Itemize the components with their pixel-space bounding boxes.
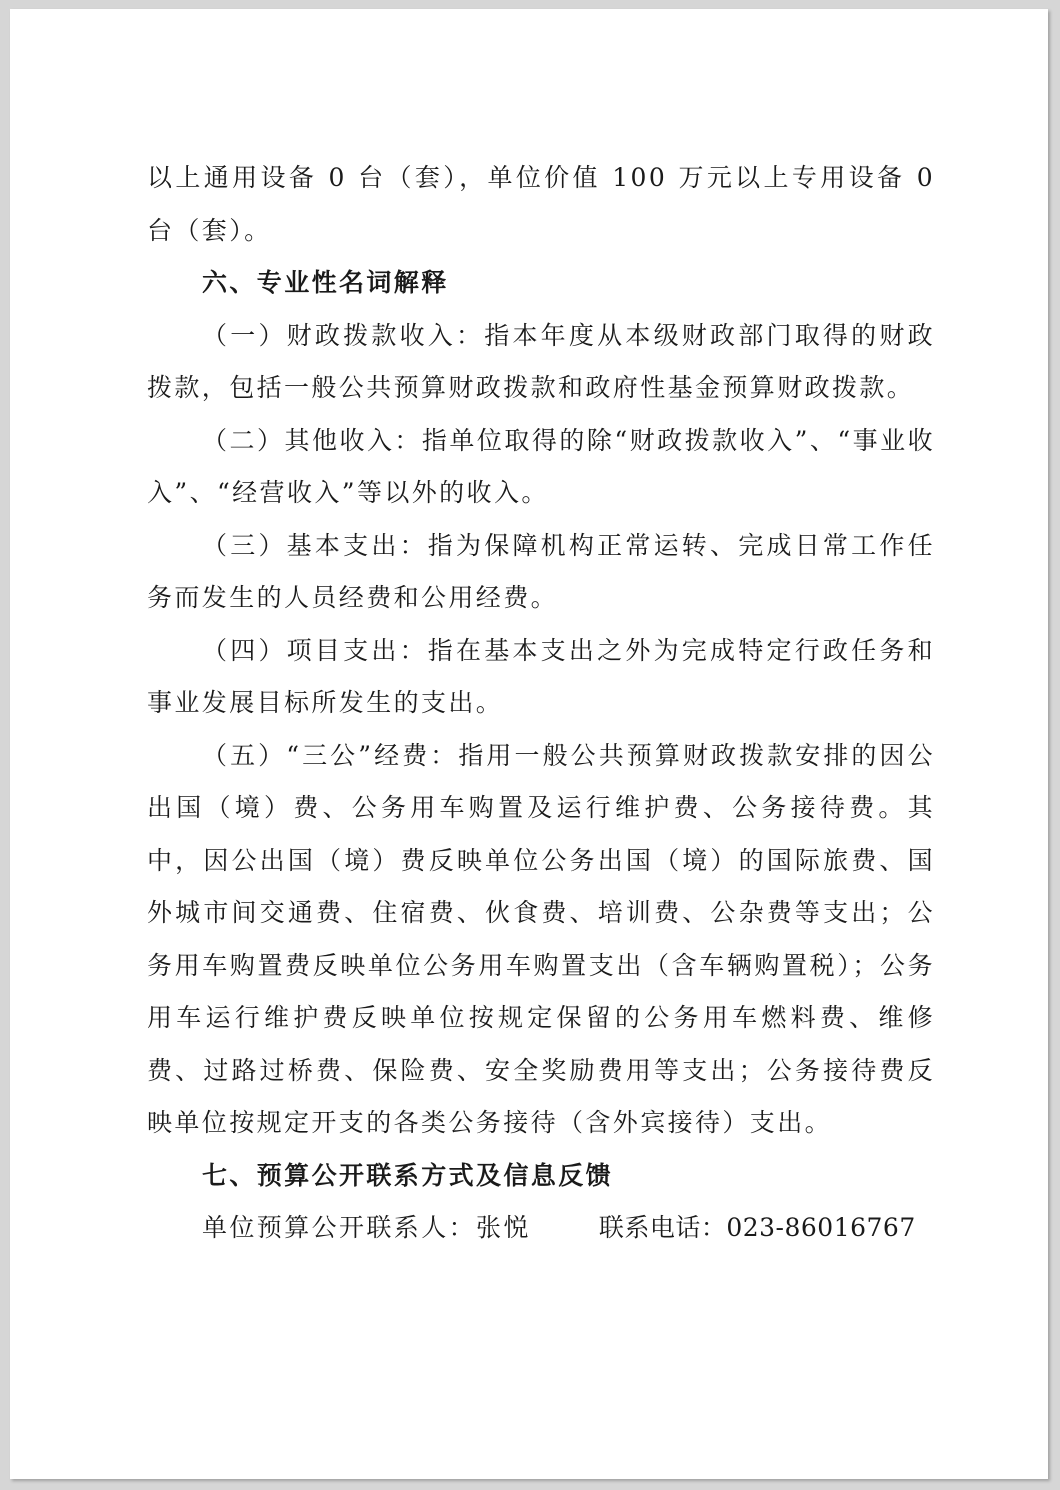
contact-phone: 联系电话：023-86016767 xyxy=(598,1213,916,1242)
definition-project-expenditure: （四）项目支出：指在基本支出之外为完成特定行政任务和事业发展目标所发生的支出。 xyxy=(147,635,935,717)
paragraph-equipment: 以上通用设备 0 台（套），单位价值 100 万元以上专用设备 0 台（套）。 xyxy=(147,163,935,245)
definition-other-income: （二）其他收入：指单位取得的除“财政拨款收入”、“事业收入”、“经营收入”等以外的收入。 xyxy=(147,425,935,507)
section-heading-6: 六、专业性名词解释 xyxy=(202,268,449,297)
definition-basic-expenditure: （三）基本支出：指为保障机构正常运转、完成日常工作任务而发生的人员经费和公用经费。 xyxy=(147,530,935,612)
contact-person: 单位预算公开联系人：张悦 xyxy=(202,1213,531,1242)
section-heading-7: 七、预算公开联系方式及信息反馈 xyxy=(202,1160,614,1190)
definition-fiscal-appropriation: （一）财政拨款收入：指本年度从本级财政部门取得的财政拨款，包括一般公共预算财政拨款和政府性基金预算财政拨款。 xyxy=(147,320,935,402)
document-page xyxy=(10,9,1048,1479)
definition-three-public-expenses: （五）“三公”经费：指用一般公共预算财政拨款安排的因公出国（境）费、公务用车购置及运行维护费、公务接待费。其中，因公出国（境）费反映单位公务出国（境）的国际旅费、国外城市间交通费、住宿费、伙食费、培训费、公杂费等支出；公务用车购置费反映单位公务用车购置支出（含车辆购置税）；公务用车运行维护费反映单位按规定保留的公务用车燃料费、维修费、过路过桥费、保险费、安全奖励费用等支出；公务接待费反映单位按规定开支的各类公务接待（含外宾接待）支出。 xyxy=(147,740,935,1137)
document-body xyxy=(147,152,935,1255)
contact-line xyxy=(147,1202,935,1255)
